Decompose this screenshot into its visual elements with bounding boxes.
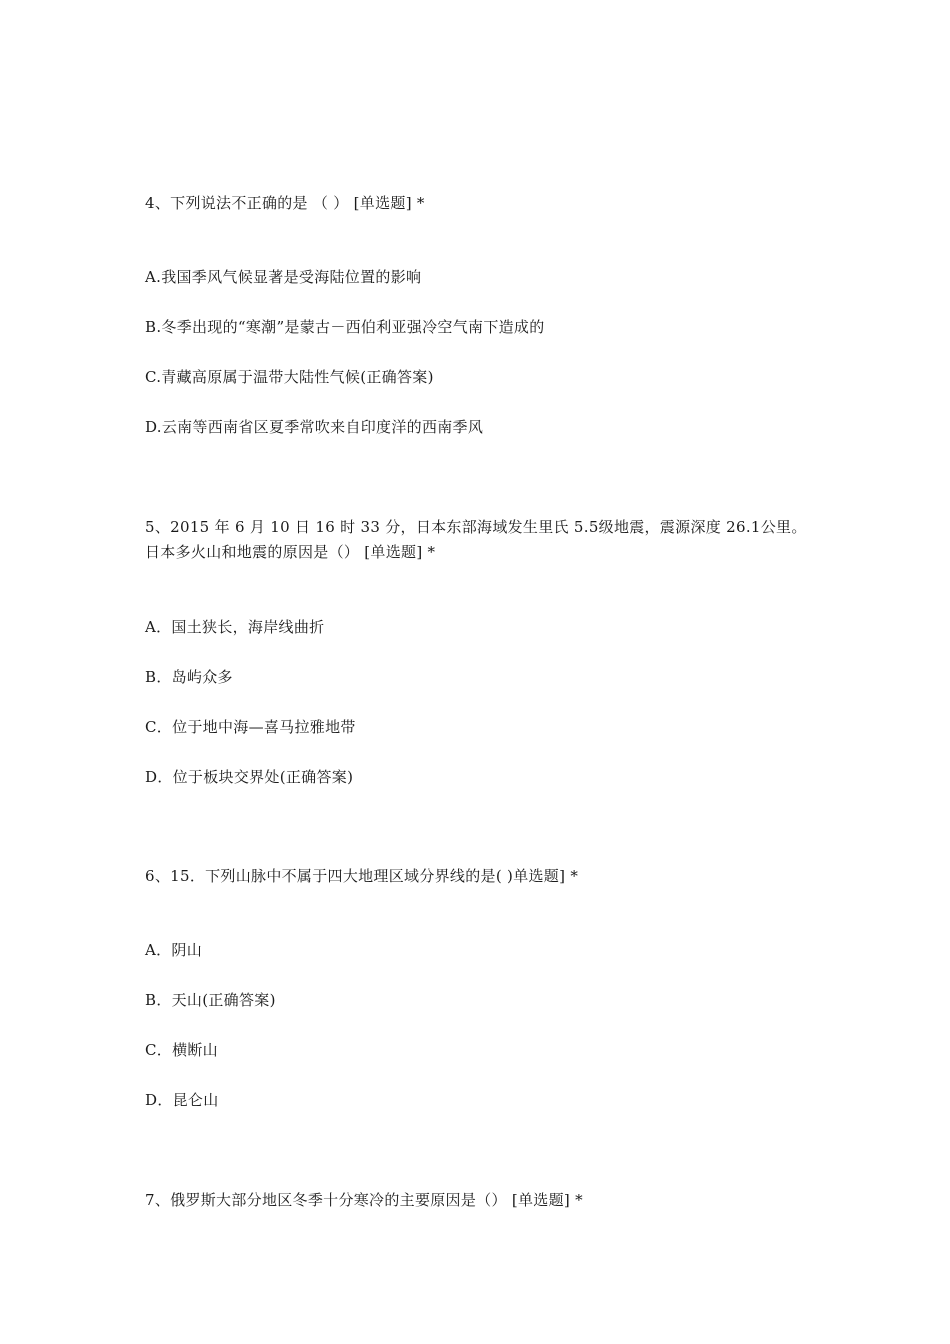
question-7-stem: 7、俄罗斯大部分地区冬季十分寒冷的主要原因是（） [单选题] *	[145, 1191, 583, 1209]
question-4-option-b: B.冬季出现的“寒潮”是蒙古－西伯利亚强冷空气南下造成的	[145, 318, 545, 336]
question-6-option-a: A．阴山	[145, 941, 203, 959]
question-4-stem: 4、下列说法不正确的是 （ ） [单选题] *	[145, 194, 425, 212]
question-6-option-b: B．天山(正确答案)	[145, 991, 276, 1009]
question-6-option-c: C．横断山	[145, 1041, 218, 1059]
question-5-stem-line-2: 日本多火山和地震的原因是（） [单选题] *	[145, 543, 436, 561]
question-4-option-c: C.青藏高原属于温带大陆性气候(正确答案)	[145, 368, 434, 386]
question-4-option-a: A.我国季风气候显著是受海陆位置的影响	[145, 268, 422, 286]
question-6-option-d: D．昆仑山	[145, 1091, 219, 1109]
question-5-option-b: B．岛屿众多	[145, 668, 233, 686]
question-5-option-d: D．位于板块交界处(正确答案)	[145, 768, 354, 786]
question-6-stem: 6、15．下列山脉中不属于四大地理区域分界线的是( )单选题] *	[145, 867, 579, 885]
question-4-option-d: D.云南等西南省区夏季常吹来自印度洋的西南季风	[145, 418, 484, 436]
question-5-option-a: A．国土狭长，海岸线曲折	[145, 618, 325, 636]
question-5-option-c: C．位于地中海—喜马拉雅地带	[145, 718, 356, 736]
question-5-stem-line-1: 5、2015 年 6 月 10 日 16 时 33 分，日本东部海域发生里氏 5.5级地震，震源深度 26.1公里。	[145, 518, 807, 536]
